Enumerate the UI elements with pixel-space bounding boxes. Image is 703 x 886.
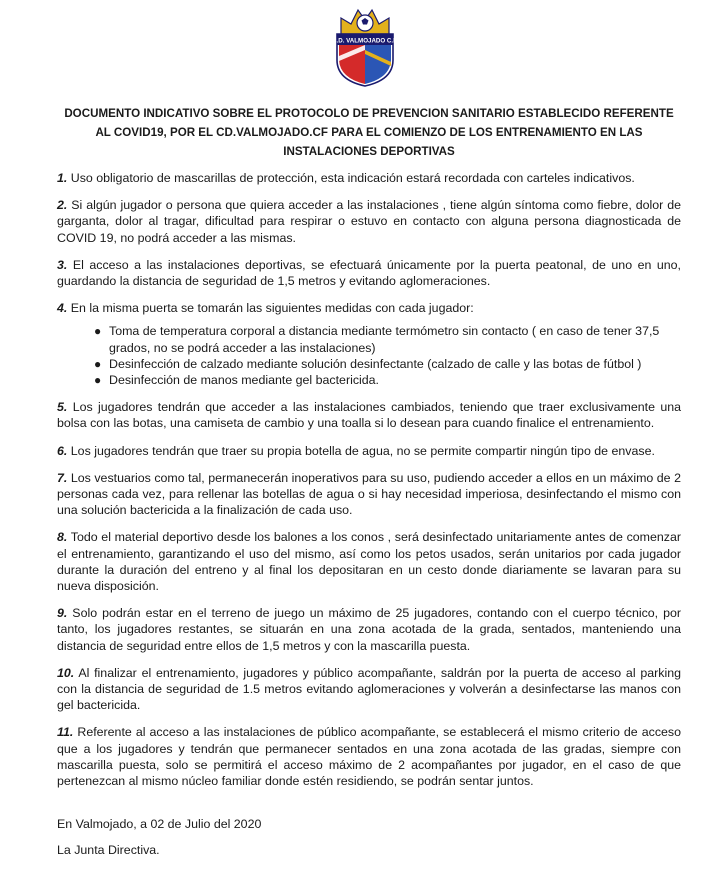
paragraph-number: 5. — [57, 400, 68, 415]
list-item — [94, 323, 681, 355]
paragraph-number: 6. — [57, 443, 68, 458]
paragraph-text: Todo el material deportivo desde los balones a los conos , será desinfectado unitariamente antes de comenzar el entrenamiento, garantizando el uso del mismo, así como los petos usados, serán unitarios por cada jugador durante la duración del entreno y al final los depositaran en un cesto donde diariamente se lavaran para su nueva disposición. — [57, 530, 681, 594]
document-body — [57, 170, 681, 858]
paragraph-text: Solo podrán estar en el terreno de juego un máximo de 25 jugadores, contando con el cuerpo técnico, por tanto, los jugadores restantes, se situarán en una zona acotada de la grada, sentados, manteniendo una distancia de seguridad entre ellos de 1,5 metros y con la mascarilla puesta. — [57, 606, 681, 653]
list-item-text: Desinfección de calzado mediante solución desinfectante (calzado de calle y las botas de fútbol ) — [109, 356, 642, 371]
paragraph-4 — [57, 300, 681, 316]
paragraph-number: 1. — [57, 171, 68, 185]
measures-list — [57, 323, 681, 388]
paragraph-text: Los jugadores tendrán que acceder a las instalaciones cambiados, teniendo que traer exclusivamente una bolsa con las botas, una camiseta de cambio y una toalla si lo desean para cuando finalice el entrenamiento. — [57, 400, 681, 431]
paragraph-9 — [57, 605, 681, 654]
list-item — [94, 356, 681, 372]
paragraph-number: 8. — [57, 530, 68, 545]
bullet-icon: ● — [94, 324, 102, 339]
paragraph-number: 3. — [57, 257, 68, 272]
paragraph-text: Los vestuarios como tal, permanecerán inoperativos para su uso, pudiendo acceder a ellos en un máximo de 2 personas cada vez, para rellenar las botellas de agua o si hay necesidad imperiosa, desinfectando el mismo con una solución bactericida a la finalización de cada uso. — [57, 470, 681, 518]
paragraph-text: Si algún jugador o persona que quiera acceder a las instalaciones , tiene algún síntoma como fiebre, dolor de garganta, dolor al tragar, dificultad para respirar o estuvo en contacto con alguna persona diagnosticada de COVID 19, no podrá acceder a las mismas. — [57, 198, 681, 245]
paragraph-3 — [57, 257, 681, 289]
list-item-text: Toma de temperatura corporal a distancia mediante termómetro sin contacto ( en caso de tener 37,5 grados, no se podrá acceder a las instalaciones) — [109, 324, 660, 355]
paragraph-number: 7. — [57, 470, 68, 485]
list-item — [94, 372, 681, 388]
closing-date: En Valmojado, a 02 de Julio del 2020 — [57, 817, 262, 832]
paragraph-10 — [57, 665, 681, 714]
paragraph-text: En la misma puerta se tomarán las siguientes medidas con cada jugador: — [67, 301, 474, 316]
paragraph-number: 11. — [57, 725, 74, 740]
paragraph-11 — [57, 724, 681, 789]
paragraph-6 — [57, 443, 681, 459]
paragraph-8 — [57, 529, 681, 594]
paragraph-number: 10. — [57, 665, 75, 680]
paragraph-text: El acceso a las instalaciones deportivas, se efectuará únicamente por la puerta peatonal, de uno en uno, guardando la distancia de seguridad de 1,5 metros y evitando aglomeraciones. — [57, 257, 681, 289]
paragraph-5 — [57, 399, 681, 431]
document-title: DOCUMENTO INDICATIVO SOBRE EL PROTOCOLO DE PREVENCION SANITARIO ESTABLECIDO REFERENTE AL COVID19, POR EL CD.VALMOJADO.CF PARA EL COMIENZO DE LOS ENTRENAMIENTO EN LAS INSTALACIONES DEPORTIVAS — [64, 107, 674, 158]
paragraph-1 — [57, 170, 681, 186]
paragraph-text: Uso obligatorio de mascarillas de protección, esta indicación estará recordada con carteles indicativos. — [67, 171, 635, 185]
paragraph-number: 9. — [57, 606, 68, 621]
paragraph-text: Los jugadores tendrán que traer su propia botella de agua, no se permite compartir ningún tipo de envase. — [67, 443, 655, 458]
signature: La Junta Directiva. — [57, 842, 160, 857]
paragraph-7 — [57, 470, 681, 519]
bullet-icon: ● — [94, 373, 102, 388]
list-item-text: Desinfección de manos mediante gel bactericida. — [109, 373, 379, 388]
paragraph-2 — [57, 197, 681, 246]
paragraph-text: Al finalizar el entrenamiento, jugadores y público acompañante, saldrán por la puerta de acceso al parking con la distancia de seguridad de 1.5 metros evitando aglomeraciones y volverán a desinfectarse las manos con gel bactericida. — [57, 665, 681, 713]
paragraph-number: 4. — [57, 301, 68, 316]
crest-text: C.D. VALMOJADO C.F. — [332, 37, 398, 45]
club-crest-logo — [331, 4, 399, 88]
paragraph-number: 2. — [57, 198, 68, 213]
bullet-icon: ● — [94, 356, 102, 371]
paragraph-text: Referente al acceso a las instalaciones de público acompañante, se establecerá el mismo criterio de acceso que a los jugadores y tendrán que permanecer sentados en una zona acotada de las gradas, siempre con mascarilla puesta, solo se permitirá el acceso máximo de 2 acompañantes por jugador, en el caso de que pertenezcan al mismo núcleo familiar donde estén residiendo, se podrán sentar juntos. — [57, 725, 681, 789]
